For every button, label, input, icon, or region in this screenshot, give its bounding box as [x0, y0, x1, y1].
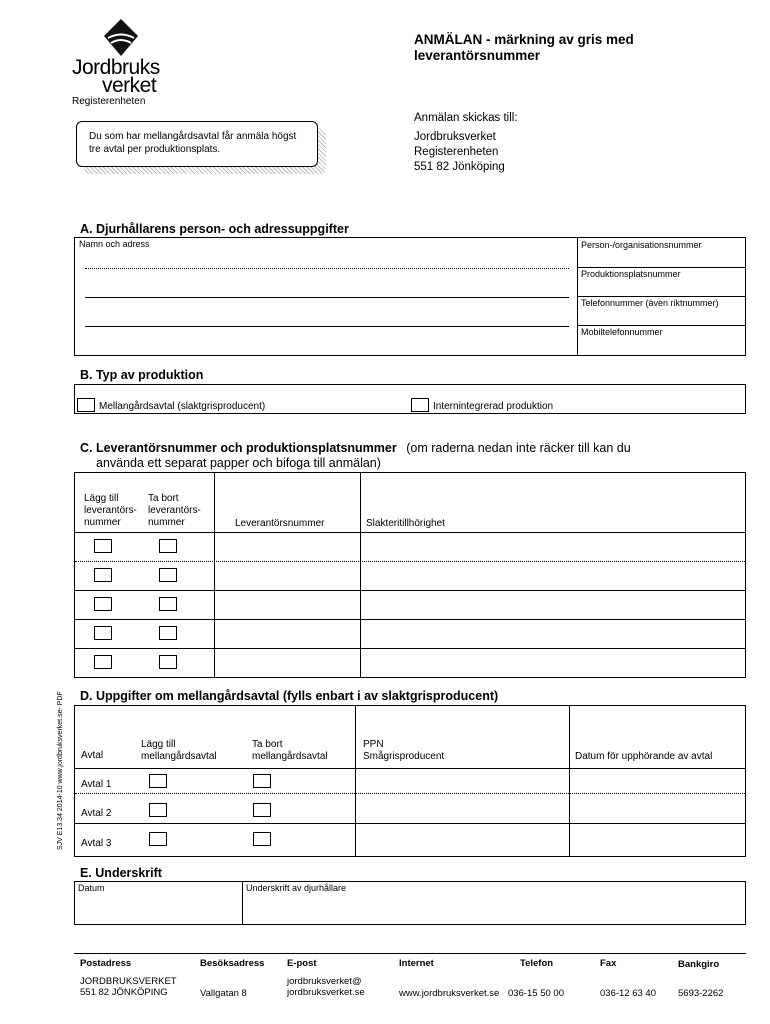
header-text: mellangårdsavtal — [252, 751, 328, 762]
col-supplier-number: Leverantörsnummer — [235, 518, 325, 529]
row-line — [75, 768, 745, 769]
logo-text-line1: Jordbruks — [72, 56, 160, 79]
header-text: mellangårdsavtal — [141, 751, 217, 762]
footer-telefon: 036-15 50 00 — [508, 988, 564, 999]
footer-rule — [74, 953, 746, 954]
section-c-heading — [80, 441, 631, 471]
add-supplier-checkbox-2[interactable] — [94, 568, 112, 582]
row-line — [75, 590, 745, 591]
col-add-agreement — [141, 739, 217, 763]
form-id-side-text: SJV E13.34 2014-10 www.jordbruksverket.se- PDF — [57, 691, 64, 850]
col-avtal: Avtal — [81, 750, 104, 761]
header-text: Ta bort — [148, 493, 179, 504]
footer-text: jordbruksverket.se — [287, 987, 365, 998]
mobile-label: Mobiltelefonnummer — [581, 327, 663, 337]
footer-fax: 036-12 63 40 — [600, 988, 656, 999]
section-e-heading: E. Underskrift — [80, 866, 162, 880]
agreement-table — [74, 705, 746, 857]
logo-emblem-icon — [102, 18, 140, 58]
footer-internet[interactable]: www.jordbruksverket.se — [399, 988, 500, 999]
footer — [0, 956, 770, 1016]
header-text: nummer — [84, 517, 121, 528]
send-to-label: Anmälan skickas till: — [414, 112, 518, 124]
agreement-row-label-2: Avtal 2 — [81, 808, 112, 819]
header-text: PPN — [363, 739, 384, 750]
col-divider — [355, 706, 356, 856]
production-site-number-label: Produktionsplatsnummer — [581, 269, 681, 279]
notice-box — [76, 121, 318, 167]
header-text: nummer — [148, 517, 185, 528]
header-text: leverantörs- — [148, 505, 201, 516]
remove-supplier-checkbox-2[interactable] — [159, 568, 177, 582]
footer-telefon-label: Telefon — [520, 958, 554, 969]
internintegrerad-label: Internintegrerad produktion — [433, 401, 554, 412]
page-title: ANMÄLAN - märkning av gris med leverantörsnummer — [414, 32, 634, 63]
col-remove-agreement — [252, 739, 328, 763]
section-d-heading: D. Uppgifter om mellangårdsavtal (fylls enbart i av slaktgrisproducent) — [80, 689, 499, 703]
section-c-heading-bold: C. Leverantörsnummer och produktionsplatsnummer — [80, 441, 397, 455]
add-agreement-checkbox-3[interactable] — [149, 832, 167, 846]
supplier-table — [74, 472, 746, 678]
footer-postadress-label: Postadress — [80, 958, 132, 969]
internintegrerad-checkbox[interactable] — [411, 398, 429, 412]
add-supplier-checkbox-3[interactable] — [94, 597, 112, 611]
remove-supplier-checkbox-5[interactable] — [159, 655, 177, 669]
section-c-heading-note: (om raderna nedan inte räcker till kan du — [406, 441, 631, 455]
header-text: Lägg till — [84, 493, 119, 504]
footer-postadress — [80, 976, 177, 998]
footer-bankgiro: 5693-2262 — [678, 988, 724, 999]
footer-besok: Vallgatan 8 — [200, 988, 247, 999]
date-label: Datum — [78, 883, 105, 893]
remove-agreement-checkbox-3[interactable] — [253, 832, 271, 846]
add-supplier-checkbox-4[interactable] — [94, 626, 112, 640]
person-number-label: Person-/organisationsnummer — [581, 240, 702, 250]
name-line-2[interactable] — [85, 297, 569, 298]
col-add-supplier — [84, 493, 137, 529]
col-slaughterhouse: Slakteritillhörighet — [366, 518, 445, 529]
row-line — [75, 619, 745, 620]
header-text: leverantörs- — [84, 505, 137, 516]
add-agreement-checkbox-2[interactable] — [149, 803, 167, 817]
notice-text: Du som har mellangårdsavtal får anmäla högst tre avtal per produktionsplats. — [89, 131, 297, 155]
signature-label: Underskrift av djurhållare — [246, 883, 347, 893]
col-divider — [569, 706, 570, 856]
section-b-heading: B. Typ av produktion — [80, 368, 204, 382]
footer-besok-label: Besöksadress — [200, 958, 265, 969]
header-text: Ta bort — [252, 739, 283, 750]
row-line — [75, 793, 745, 794]
mellangard-label: Mellangårdsavtal (slaktgrisproducent) — [99, 401, 266, 412]
section-c-heading-note-2: använda ett separat papper och bifoga till anmälan) — [96, 456, 381, 470]
unit-name: Registerenheten — [72, 96, 146, 107]
footer-text: JORDBRUKSVERKET — [80, 976, 177, 987]
date-field[interactable] — [75, 882, 243, 924]
col-remove-supplier — [148, 493, 201, 529]
mellangard-checkbox[interactable] — [77, 398, 95, 412]
phone-label: Telefonnummer (även riktnummer) — [581, 298, 719, 308]
col-divider — [360, 473, 361, 677]
footer-text: 551 82 JÖNKÖPING — [80, 987, 168, 998]
footer-text: jordbruksverket@ — [287, 976, 362, 987]
recipient-address — [414, 130, 505, 175]
mobile-field[interactable] — [578, 325, 745, 355]
phone-field[interactable] — [578, 296, 745, 326]
person-number-field[interactable] — [578, 238, 745, 268]
footer-epost[interactable] — [287, 976, 365, 998]
remove-supplier-checkbox-1[interactable] — [159, 539, 177, 553]
col-divider — [214, 473, 215, 677]
production-site-number-field[interactable] — [578, 267, 745, 297]
address-line: Registerenheten — [414, 146, 499, 158]
logo-text-line2: verket — [102, 74, 157, 97]
agreement-row-label-3: Avtal 3 — [81, 838, 112, 849]
add-supplier-checkbox-1[interactable] — [94, 539, 112, 553]
address-line: Jordbruksverket — [414, 131, 496, 143]
remove-agreement-checkbox-2[interactable] — [253, 803, 271, 817]
name-line-1[interactable] — [85, 268, 569, 269]
signature-box — [74, 881, 746, 925]
agreement-row-label-1: Avtal 1 — [81, 779, 112, 790]
footer-bankgiro-label: Bankgiro — [678, 959, 720, 970]
col-end-date: Datum för upphörande av avtal — [575, 751, 713, 762]
header-text: Smågrisproducent — [363, 751, 445, 762]
address-line: 551 82 Jönköping — [414, 161, 505, 173]
footer-fax-label: Fax — [600, 958, 617, 969]
signature-field[interactable] — [243, 882, 745, 924]
remove-supplier-checkbox-3[interactable] — [159, 597, 177, 611]
add-agreement-checkbox-1[interactable] — [149, 774, 167, 788]
section-b-box — [74, 384, 746, 414]
col-ppn — [363, 739, 444, 763]
name-address-label: Namn och adress — [79, 239, 150, 249]
row-line — [75, 532, 745, 533]
name-line-3[interactable] — [85, 326, 569, 327]
footer-epost-label: E-post — [287, 958, 317, 969]
add-supplier-checkbox-5[interactable] — [94, 655, 112, 669]
logo — [72, 18, 172, 96]
header-text: Lägg till — [141, 739, 176, 750]
row-line — [75, 561, 745, 562]
remove-supplier-checkbox-4[interactable] — [159, 626, 177, 640]
section-a-heading: A. Djurhållarens person- och adressuppgifter — [80, 222, 349, 236]
row-line — [75, 823, 745, 824]
row-line — [75, 648, 745, 649]
footer-internet-label: Internet — [399, 958, 434, 969]
section-a-box — [74, 237, 746, 356]
remove-agreement-checkbox-1[interactable] — [253, 774, 271, 788]
